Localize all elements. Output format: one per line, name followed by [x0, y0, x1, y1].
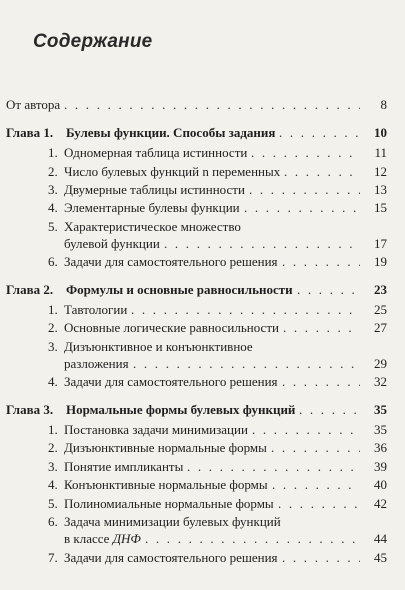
- page-number: 42: [374, 495, 387, 511]
- page-number: 32: [374, 374, 387, 390]
- entry-label: Понятие импликанты: [64, 458, 184, 474]
- entry-label: Двумерные таблицы истинности: [64, 182, 245, 197]
- item-number: 1.: [48, 302, 58, 317]
- page-number: 13: [374, 182, 387, 197]
- toc-row-section: [0, 422, 405, 438]
- dot-leader: [244, 200, 360, 216]
- page-number: 29: [374, 356, 387, 371]
- toc-row-section: [0, 302, 405, 318]
- item-number: 7.: [48, 549, 58, 565]
- toc-row-chapter: [0, 402, 405, 418]
- page-number: 44: [374, 531, 387, 547]
- page-number: 45: [374, 549, 387, 565]
- dot-leader: [299, 402, 360, 418]
- dot-leader: [272, 477, 360, 493]
- dot-leader: [251, 145, 360, 161]
- page-number: 10: [374, 125, 387, 140]
- item-number: 3.: [48, 182, 58, 197]
- chapter-prefix: Глава 3.: [6, 401, 54, 417]
- item-number: 3.: [48, 338, 58, 354]
- dot-leader: [131, 302, 360, 318]
- dot-leader: [283, 320, 360, 336]
- dot-leader: [145, 531, 360, 547]
- dot-leader: [279, 125, 360, 141]
- chapter-title: Булевы функции. Способы задания: [66, 125, 276, 140]
- page-number: 27: [374, 320, 387, 336]
- page-number: 25: [374, 302, 387, 317]
- item-number: 1.: [48, 422, 58, 437]
- toc-row-section: [0, 320, 405, 336]
- entry-label: Одномерная таблица истинности: [64, 145, 248, 161]
- page-number: 35: [374, 401, 387, 417]
- item-number: 2.: [48, 163, 58, 179]
- entry-label: Задачи для самостоятельного решения: [64, 254, 278, 270]
- dot-leader: [187, 459, 360, 475]
- item-number: 4.: [48, 477, 58, 493]
- toc-row-section: [0, 164, 405, 180]
- entry-label: Характеристическое множество: [64, 218, 241, 234]
- dot-leader: [271, 440, 360, 456]
- item-number: 2.: [48, 320, 58, 336]
- dot-leader: [278, 496, 360, 512]
- toc-row-section: [0, 200, 405, 216]
- entry-label: От автора: [6, 97, 61, 112]
- item-number: 2.: [48, 440, 58, 456]
- entry-label: Дизъюнктивное и конъюнктивное: [64, 338, 253, 354]
- toc-row-section: [0, 219, 405, 235]
- item-number: 5.: [48, 495, 58, 511]
- chapter-prefix: Глава 2.: [6, 281, 54, 297]
- entry-label: разложения: [64, 356, 129, 371]
- toc-row-section: [0, 440, 405, 456]
- entry-label: Конъюнктивные нормальные формы: [64, 477, 268, 493]
- entry-label: Тавтологии: [64, 302, 128, 317]
- entry-label: Число булевых функций n переменных: [64, 163, 281, 179]
- toc-row-section: [0, 145, 405, 161]
- entry-label: Задача минимизации булевых функций: [64, 514, 281, 529]
- dot-leader: [284, 164, 360, 180]
- entry-label: Задачи для самостоятельного решения: [64, 549, 278, 565]
- toc-row-section: [0, 182, 405, 198]
- item-number: 1.: [48, 145, 58, 161]
- entry-label: в классе ДНФ: [64, 531, 141, 547]
- page-number: 17: [374, 236, 387, 251]
- item-number: 6.: [48, 514, 58, 529]
- toc-row-section: [0, 477, 405, 493]
- page-number: 39: [374, 458, 387, 474]
- page-title: Содержание: [33, 31, 153, 52]
- toc-row-section: [0, 254, 405, 270]
- toc-row-section: [0, 339, 405, 355]
- toc-row-section: [0, 550, 405, 566]
- entry-label: Задачи для самостоятельного решения: [64, 374, 278, 390]
- entry-label: булевой функции: [64, 236, 160, 251]
- toc-row-section: [0, 496, 405, 512]
- dot-leader: [164, 236, 360, 252]
- dot-leader: [64, 97, 360, 113]
- item-number: 4.: [48, 200, 58, 216]
- toc-row-section: [0, 459, 405, 475]
- toc-row-section: [0, 356, 405, 372]
- item-number: 4.: [48, 374, 58, 390]
- page-number: 19: [374, 254, 387, 270]
- page-number: 8: [380, 97, 387, 112]
- item-number: 3.: [48, 458, 58, 474]
- page-number: 12: [374, 163, 387, 179]
- dot-leader: [249, 182, 360, 198]
- dot-leader: [252, 422, 360, 438]
- toc-row-front: [0, 97, 405, 113]
- dot-leader: [282, 550, 360, 566]
- entry-label: Дизъюнктивные нормальные формы: [64, 440, 267, 456]
- dot-leader: [282, 374, 360, 390]
- toc-row-chapter: [0, 282, 405, 298]
- page-number: 40: [374, 477, 387, 493]
- dot-leader: [297, 282, 360, 298]
- page-number: 15: [374, 200, 387, 216]
- chapter-title: Формулы и основные равносильности: [66, 281, 293, 297]
- toc-row-chapter: [0, 125, 405, 141]
- entry-label: Постановка задачи минимизации: [64, 422, 248, 437]
- page-number: 23: [374, 281, 387, 297]
- page-number: 11: [374, 145, 387, 161]
- item-number: 5.: [48, 218, 58, 234]
- dot-leader: [133, 356, 360, 372]
- entry-label: Элементарные булевы функции: [64, 200, 240, 216]
- page-number: 35: [374, 422, 387, 437]
- toc-row-section: [0, 374, 405, 390]
- entry-label: Полиномиальные нормальные формы: [64, 495, 274, 511]
- label-italic-part: ДНФ: [112, 531, 141, 547]
- page-number: 36: [374, 440, 387, 456]
- item-number: 6.: [48, 254, 58, 270]
- chapter-title: Нормальные формы булевых функций: [66, 401, 296, 417]
- toc-row-section: [0, 531, 405, 547]
- toc-row-section: [0, 514, 405, 530]
- chapter-prefix: Глава 1.: [6, 125, 54, 140]
- dot-leader: [282, 254, 360, 270]
- entry-label: Основные логические равносильности: [64, 320, 279, 336]
- toc-row-section: [0, 236, 405, 252]
